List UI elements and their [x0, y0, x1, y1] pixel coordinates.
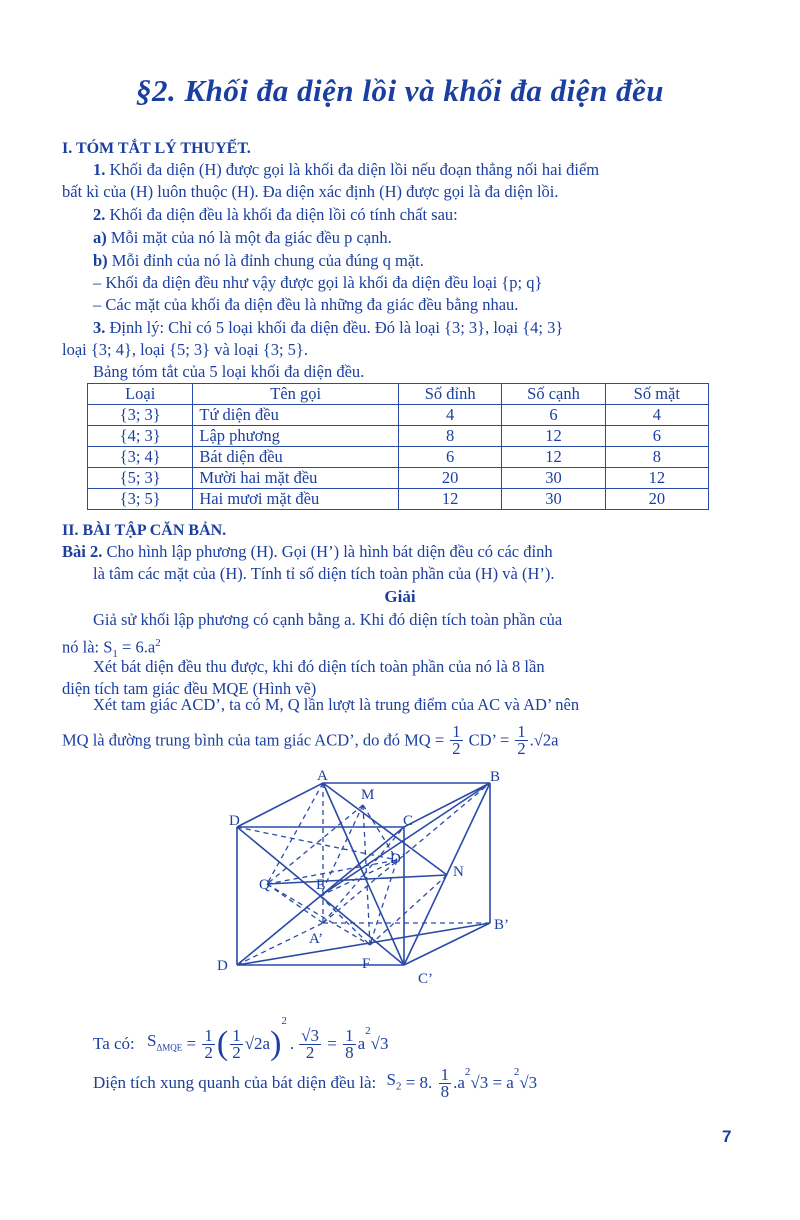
- equals: =: [186, 1034, 197, 1054]
- cell-name: Bát diện đều: [193, 447, 399, 468]
- open-paren: (: [216, 1025, 229, 1063]
- hidden-edge: [320, 896, 370, 945]
- sqrt2a-text: .√2a: [529, 730, 559, 750]
- frac-num: 1: [204, 1025, 213, 1045]
- col-header-name: Tên gọi: [193, 384, 399, 405]
- s1-superscript: 2: [155, 637, 161, 649]
- hidden-edge: [237, 827, 397, 860]
- fraction-eighth-2: [439, 1064, 452, 1101]
- col-header-type: Loại: [88, 384, 193, 405]
- cell-vertices: 8: [399, 426, 502, 447]
- cell-name: Lập phương: [193, 426, 399, 447]
- p3-text: Định lý: Chỉ có 5 loại khối đa diện đều. Đó là loại {3; 3}, loại {4; 3}: [109, 318, 564, 337]
- label-A: A: [317, 768, 328, 784]
- s1-subscript: 1: [112, 647, 118, 660]
- solution-line5: Xét tam giác ACD’, ta có M, Q lần lượt là trung điểm của AC và AD’ nên: [93, 695, 580, 714]
- equals: =: [327, 1034, 337, 1054]
- exercise-line2: là tâm các mặt của (H). Tính tỉ số diện tích toàn phần của (H) và (H’).: [93, 564, 555, 583]
- theory-p1-line1: [93, 159, 599, 181]
- table-header-row: [88, 384, 709, 405]
- a-exponent: 2: [513, 1066, 520, 1078]
- frac-den: 2: [517, 739, 526, 758]
- s-subscript: ΔMQE: [156, 1042, 183, 1053]
- figure-labels: [217, 768, 509, 987]
- theory-dash1: – Khối đa diện đều như vậy được gọi là khối đa diện đều loại {p; q}: [93, 273, 543, 292]
- table-caption: Bảng tóm tắt của 5 loại khối đa diện đều.: [93, 362, 365, 381]
- taco-label: Ta có:: [93, 1034, 135, 1054]
- label-B: B: [490, 769, 501, 785]
- a-exponent: 2: [464, 1066, 471, 1078]
- octa-edge: [323, 783, 447, 875]
- theory-pa: [93, 227, 392, 249]
- s-mqe: [147, 1030, 183, 1053]
- exercise-line1: [62, 541, 553, 563]
- s-letter: S: [386, 1069, 396, 1089]
- cell-name: Hai mươi mặt đều: [193, 489, 399, 510]
- table-row: [88, 426, 709, 447]
- col-header-vertices: Số đỉnh: [399, 384, 502, 405]
- label-M: M: [361, 787, 375, 803]
- cell-faces: 8: [605, 447, 708, 468]
- lateral-area-formula: [93, 1050, 538, 1101]
- s1-text: nó là: S: [62, 637, 113, 657]
- cell-edges: 30: [502, 468, 605, 489]
- theory-dash2: – Các mặt của khối đa diện đều là những đa giác đều bằng nhau.: [93, 295, 519, 314]
- frac-num: 1: [232, 1025, 241, 1045]
- cell-vertices: 6: [399, 447, 502, 468]
- octa-edge: [404, 783, 490, 965]
- pb-label: b): [93, 251, 108, 270]
- frac-den: 2: [305, 1042, 315, 1062]
- cell-type: {4; 3}: [88, 426, 193, 447]
- mq-text: MQ là đường trung bình của tam giác ACD’, do đó MQ =: [62, 730, 445, 750]
- hidden-edge: [323, 783, 490, 923]
- cell-faces: 20: [605, 489, 708, 510]
- frac-den: 2: [452, 739, 461, 758]
- section-heading-theory: I. TÓM TẮT LÝ THUYẾT.: [62, 140, 251, 157]
- label-C: C: [403, 813, 414, 829]
- theory-pb: [93, 250, 424, 272]
- pa-text: Mỗi mặt của nó là một đa giác đều p cạnh.: [110, 228, 392, 247]
- cell-name: Tứ diện đều: [193, 405, 399, 426]
- s-symbol: S: [147, 1030, 157, 1050]
- solution-line6: [62, 724, 558, 757]
- frac-den: 2: [204, 1042, 213, 1062]
- label-D-prime: D’: [390, 851, 406, 867]
- cell-faces: 12: [605, 468, 708, 489]
- sqrt3: √3: [519, 1073, 538, 1093]
- theory-p3-line2: loại {3; 4}, loại {5; 3} và loại {3; 5}.: [62, 340, 308, 359]
- frac-num: 1: [440, 1064, 450, 1084]
- pa-label: a): [93, 228, 107, 247]
- label-F: F: [362, 956, 371, 972]
- hidden-edge: [370, 875, 447, 945]
- page-number: 7: [722, 1127, 732, 1146]
- cell-type: {3; 3}: [88, 405, 193, 426]
- a-symbol: a: [357, 1034, 366, 1054]
- fraction-half-1: [450, 724, 462, 757]
- cell-edges: 12: [502, 426, 605, 447]
- s2-equals: = 8.: [405, 1073, 433, 1093]
- frac-den: 8: [440, 1081, 450, 1101]
- pb-text: Mỗi đỉnh của nó là đỉnh chung của đúng q mặt.: [111, 251, 424, 270]
- solution-line3: Xét bát diện đều thu được, khi đó diện tích toàn phần của nó là 8 lần: [93, 657, 545, 676]
- a-symbol: .a: [453, 1073, 465, 1093]
- p2-number: 2.: [93, 205, 106, 224]
- p1-text: Khối đa diện (H) được gọi là khối đa diện lồi nếu đoạn thẳng nối hai điểm: [109, 160, 600, 179]
- cube-edge: [404, 923, 490, 965]
- label-Q: Q: [259, 877, 270, 893]
- solution-line1: Giả sử khối lập phương có cạnh bằng a. Khi đó diện tích toàn phần của: [93, 610, 563, 629]
- table-row: [88, 489, 709, 510]
- label-C-prime: C’: [418, 971, 433, 987]
- equals-a: = a: [492, 1073, 514, 1093]
- p2-text: Khối đa diện đều là khối đa diện lồi có tính chất sau:: [109, 205, 458, 224]
- frac-num: 1: [345, 1025, 354, 1045]
- cell-type: {3; 4}: [88, 447, 193, 468]
- cell-vertices: 20: [399, 468, 502, 489]
- s2-subscript: 2: [395, 1080, 402, 1093]
- frac-den: 2: [232, 1042, 241, 1062]
- frac-num: 1: [452, 722, 461, 741]
- inner-sqrt2a: √2a: [244, 1034, 271, 1054]
- p3-number: 3.: [93, 318, 106, 337]
- section-heading-exercises: II. BÀI TẬP CĂN BẢN.: [62, 522, 227, 539]
- label-D-bottom: D: [217, 958, 228, 974]
- solution-heading: Giải: [384, 587, 416, 606]
- table-row: [88, 468, 709, 489]
- page-title: §2. Khối đa diện lồi và khối đa diện đều: [135, 73, 665, 108]
- cell-edges: 6: [502, 405, 605, 426]
- cell-vertices: 12: [399, 489, 502, 510]
- exercise-text: Cho hình lập phương (H). Gọi (H’) là hình bát diện đều có các đỉnh: [106, 542, 553, 561]
- sqrt3: √3: [470, 1073, 489, 1093]
- cell-type: {5; 3}: [88, 468, 193, 489]
- col-header-edges: Số cạnh: [502, 384, 605, 405]
- cell-vertices: 4: [399, 405, 502, 426]
- label-B-prime: B’: [494, 917, 509, 933]
- solution-line4: diện tích tam giác đều MQE (Hình vẽ): [62, 679, 317, 698]
- s2-symbol: [386, 1069, 402, 1093]
- cell-faces: 4: [605, 405, 708, 426]
- cell-type: {3; 5}: [88, 489, 193, 510]
- frac-num: √3: [301, 1025, 320, 1045]
- sqrt3: √3: [370, 1034, 389, 1054]
- square-exponent: 2: [281, 1015, 287, 1027]
- p1-number: 1.: [93, 160, 106, 179]
- table-row: [88, 447, 709, 468]
- cell-edges: 30: [502, 489, 605, 510]
- theory-p1-line2: bất kì của (H) luôn thuộc (H). Đa diện xác định (H) được gọi là đa diện lồi.: [62, 182, 559, 201]
- label-D: D: [229, 813, 240, 829]
- close-paren: ): [270, 1025, 282, 1063]
- cell-edges: 12: [502, 447, 605, 468]
- theory-p3-line1: [93, 317, 563, 339]
- polyhedra-table: [87, 383, 709, 510]
- label-N: N: [453, 864, 464, 880]
- theory-p2: [93, 204, 458, 226]
- cube-octahedron-figure: [215, 765, 525, 990]
- frac-den: 8: [345, 1042, 354, 1062]
- a-exponent: 2: [365, 1025, 371, 1037]
- cd-text: CD’ =: [468, 730, 510, 750]
- cell-name: Mười hai mặt đều: [193, 468, 399, 489]
- fraction-half-2: [515, 724, 527, 757]
- frac-num: 1: [517, 722, 526, 741]
- s1-equation: = 6.a: [117, 637, 156, 657]
- label-E: E: [316, 877, 326, 893]
- lateral-text: Diện tích xung quanh của bát diện đều là:: [93, 1073, 377, 1093]
- dot: .: [289, 1034, 295, 1054]
- col-header-faces: Số mặt: [605, 384, 708, 405]
- cell-faces: 6: [605, 426, 708, 447]
- label-A-prime: A’: [309, 931, 324, 947]
- exercise-label: Bài 2.: [62, 542, 103, 561]
- table-row: [88, 405, 709, 426]
